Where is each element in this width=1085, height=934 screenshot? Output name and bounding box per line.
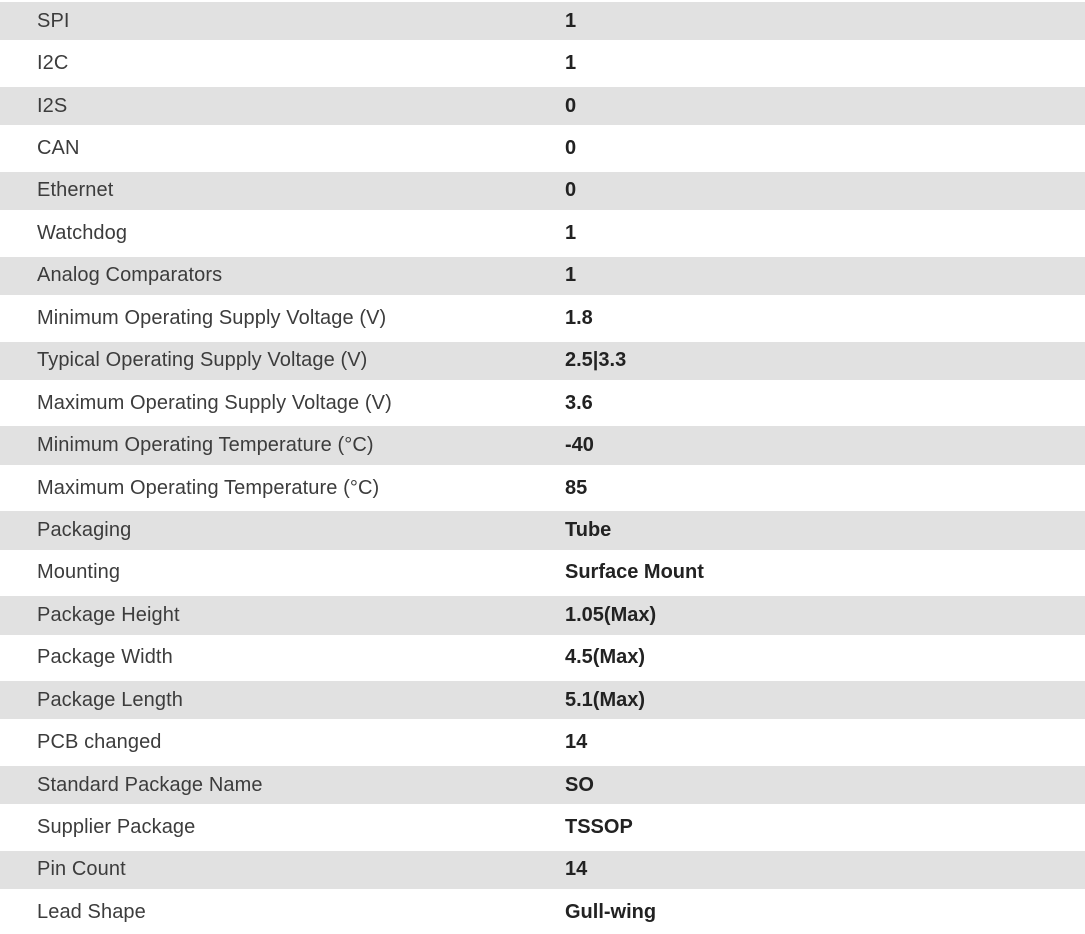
table-row [0, 594, 1085, 636]
table-row [0, 212, 1085, 254]
param-label: Maximum Operating Supply Voltage (V) [37, 391, 392, 414]
param-label: Standard Package Name [37, 773, 263, 796]
table-row [0, 721, 1085, 763]
param-value: 0 [565, 179, 577, 202]
table-row [0, 382, 1085, 424]
param-value: Gull-wing [565, 900, 657, 923]
param-label: Package Length [37, 688, 183, 711]
param-label: CAN [37, 137, 80, 160]
param-value: Surface Mount [565, 561, 704, 584]
param-label: Watchdog [37, 221, 128, 244]
param-label: Pin Count [37, 858, 126, 881]
param-value: SO [565, 773, 594, 796]
param-label: Minimum Operating Supply Voltage (V) [37, 306, 387, 329]
param-label: SPI [37, 9, 70, 32]
table-row [0, 849, 1085, 891]
table-row [0, 255, 1085, 297]
param-label: Mounting [37, 561, 121, 584]
table-row [0, 637, 1085, 679]
table-row [0, 0, 1085, 42]
param-label: Ethernet [37, 179, 114, 202]
table-row [0, 552, 1085, 594]
param-label: I2S [37, 94, 68, 117]
table-row [0, 467, 1085, 509]
param-label: Typical Operating Supply Voltage (V) [37, 349, 368, 372]
param-label: Analog Comparators [37, 264, 223, 287]
table-row [0, 806, 1085, 848]
table-row [0, 170, 1085, 212]
param-value: 14 [565, 858, 588, 881]
param-label: Packaging [37, 518, 132, 541]
param-label: Package Width [37, 646, 173, 669]
param-value: 1.8 [565, 306, 593, 329]
table-row [0, 424, 1085, 466]
param-value: 0 [565, 137, 577, 160]
param-value: 1 [565, 221, 577, 244]
table-row [0, 42, 1085, 84]
param-value: 2.5|3.3 [565, 349, 627, 372]
param-label: Supplier Package [37, 816, 196, 839]
table-row [0, 85, 1085, 127]
param-value: 14 [565, 731, 588, 754]
param-label: Package Height [37, 603, 180, 626]
param-value: 4.5(Max) [565, 646, 646, 669]
param-value: 1 [565, 264, 577, 287]
table-row [0, 679, 1085, 721]
table-row [0, 764, 1085, 806]
param-value: TSSOP [565, 816, 633, 839]
param-value: Tube [565, 518, 612, 541]
param-label: Minimum Operating Temperature (°C) [37, 434, 374, 457]
param-label: Maximum Operating Temperature (°C) [37, 476, 380, 499]
table-row [0, 340, 1085, 382]
param-value: 0 [565, 94, 577, 117]
param-value: 1 [565, 9, 577, 32]
param-value: 85 [565, 476, 588, 499]
table-row [0, 297, 1085, 339]
param-label: I2C [37, 52, 69, 75]
table-row [0, 509, 1085, 551]
table-row [0, 891, 1085, 933]
param-value: 3.6 [565, 391, 593, 414]
param-value: 1 [565, 52, 577, 75]
table-row [0, 127, 1085, 169]
param-value: 1.05(Max) [565, 603, 657, 626]
param-label: Lead Shape [37, 900, 146, 923]
param-value: 5.1(Max) [565, 688, 646, 711]
param-label: PCB changed [37, 731, 162, 754]
param-value: -40 [565, 434, 594, 457]
